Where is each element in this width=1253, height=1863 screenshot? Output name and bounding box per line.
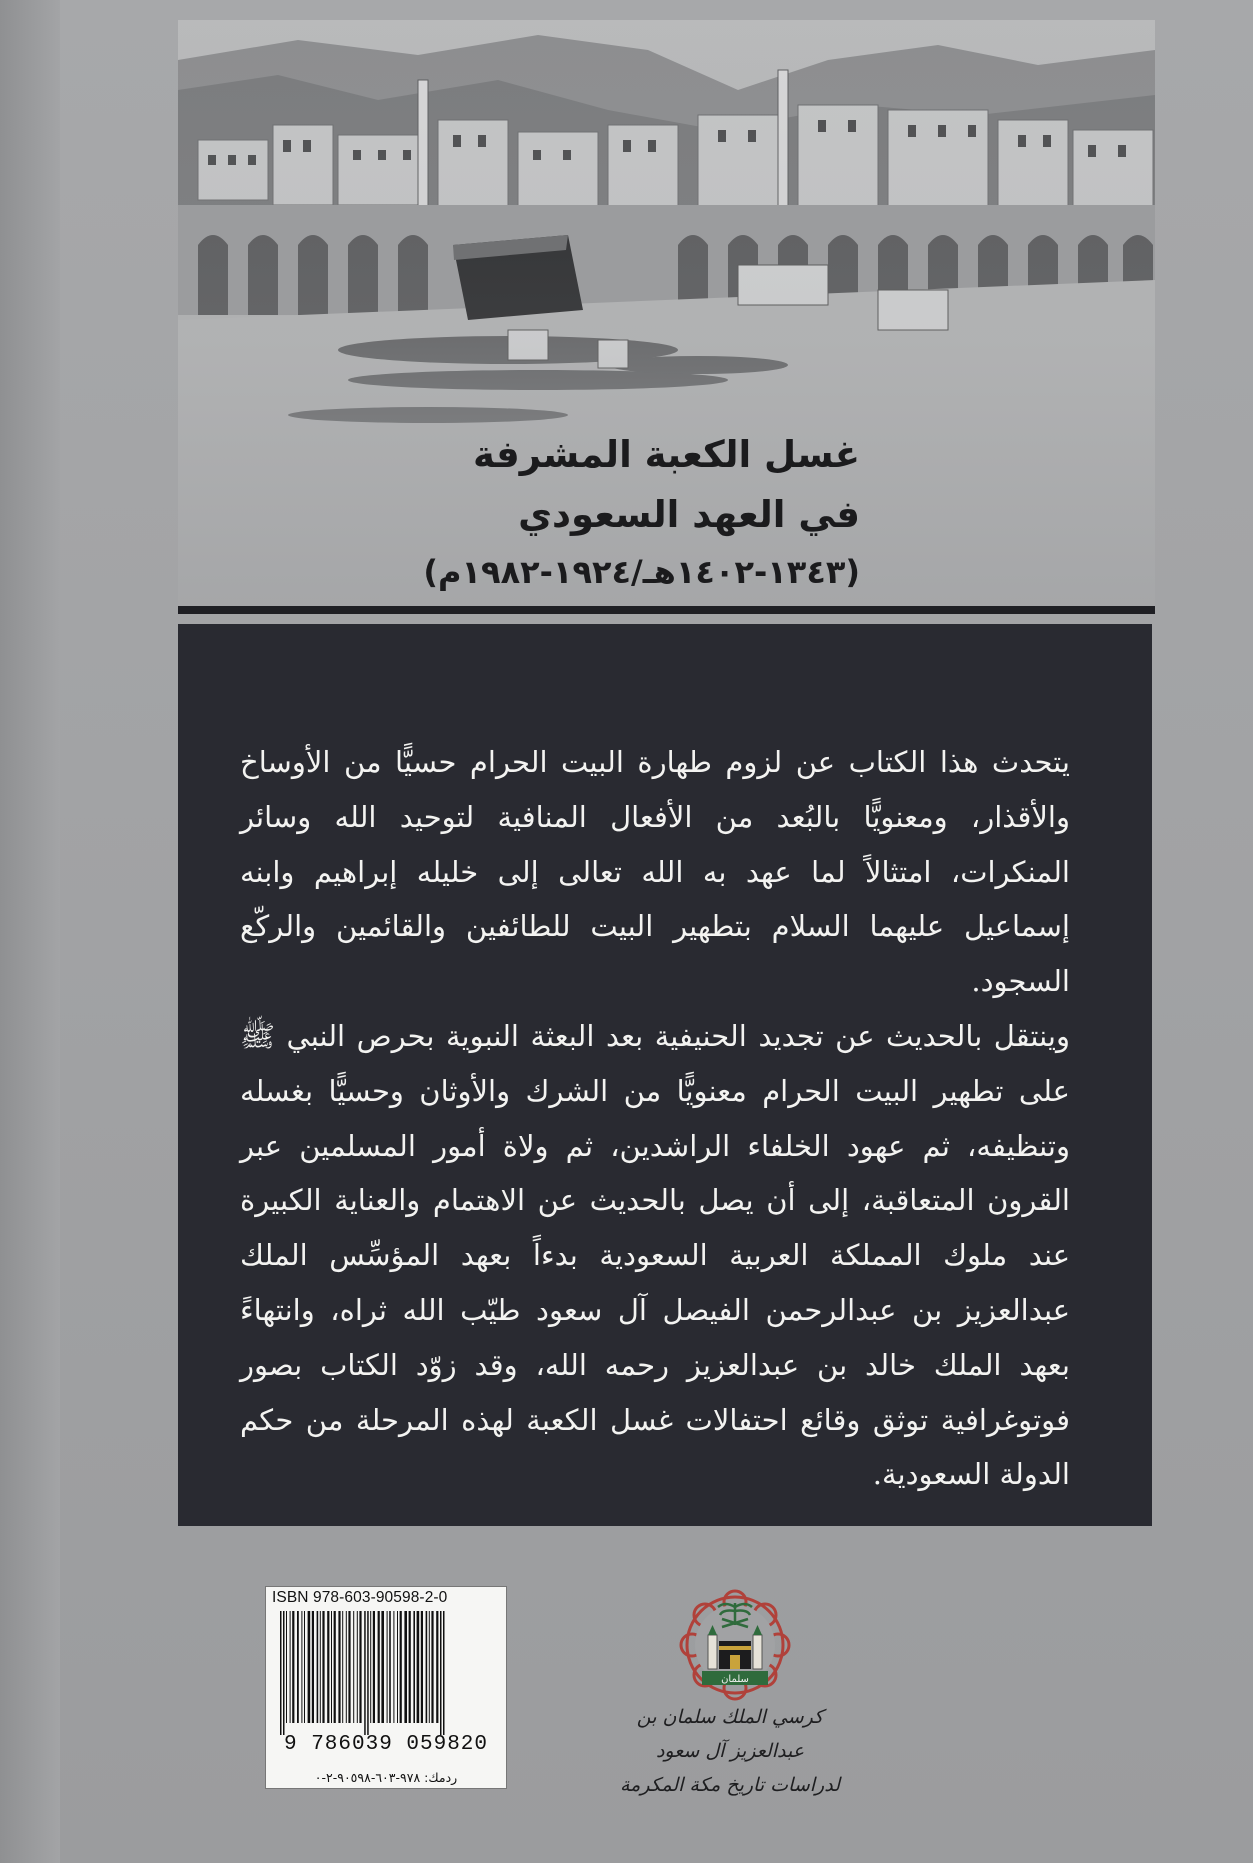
barcode-bar — [389, 1611, 391, 1723]
barcode-bar — [381, 1611, 384, 1723]
barcode-bar — [400, 1611, 402, 1723]
barcode-bar — [378, 1611, 380, 1723]
barcode-bar — [370, 1611, 371, 1723]
barcode-bar — [348, 1611, 350, 1723]
cover-spine-edge — [0, 0, 60, 1863]
barcode-bar — [364, 1611, 366, 1735]
barcode-bar — [346, 1611, 347, 1723]
barcode-bar — [353, 1611, 354, 1723]
barcode-bar — [327, 1611, 329, 1723]
barcode-bar — [286, 1611, 287, 1723]
barcode-bar — [290, 1611, 291, 1723]
barcode-bar — [426, 1611, 428, 1723]
barcode-icon — [276, 1611, 496, 1735]
publisher-name — [600, 1700, 860, 1802]
isbn-barcode — [265, 1586, 507, 1770]
barcode-bar — [436, 1611, 438, 1723]
blurb-paragraph-1: يتحدث هذا الكتاب عن لزوم طهارة البيت الحرام حسيًّا من الأوساخ والأقذار، ومعنويًّا بالبُعد من الأفعال المنافية لتوحيد الله وسائر المنكرات، امتثالاً لما عهد به الله تعالى إلى خليله إبراهيم وابنه إسماعيل عليهما السلام بتطهير البيت للطائفين والقائمين والركّع السجود. — [240, 745, 1070, 999]
barcode-bar — [317, 1611, 319, 1723]
barcode-bar — [373, 1611, 375, 1723]
barcode-bar — [409, 1611, 411, 1723]
isbn-text: ISBN 978-603-90598-2-0 — [272, 1589, 448, 1606]
barcode-bar — [304, 1611, 305, 1723]
barcode-bar — [397, 1611, 398, 1723]
barcode-bar — [440, 1611, 442, 1735]
barcode-bars — [276, 1611, 496, 1735]
publisher-emblem-icon — [650, 1585, 820, 1705]
barcode-bar — [404, 1611, 407, 1723]
title-line-2: في العهد السعودي — [518, 493, 860, 536]
barcode-bar — [342, 1611, 343, 1723]
blurb-paragraph-2: وينتقل بالحديث عن تجديد الحنيفية بعد البعثة النبوية بحرص النبي ﷺ على تطهير البيت الحرام معنويًّا من الشرك والأوثان وحسيًّا بغسله وتنظيفه، ثم عهود الخلفاء الراشدين، ثم ولاة أمور المسلمين عبر القرون المتعاقبة، إلى أن يصل بالحديث عن الاهتمام والعناية الكبيرة عند ملوك المملكة العربية السعودية بدءاً بعهد المؤسِّس الملك عبدالعزيز بن عبدالرحمن الفيصل آل سعود طيّب الله ثراه، وانتهاءً بعهد الملك خالد بن عبدالعزيز رحمه الله، وقد زوّد الكتاب بصور فوتوغرافية توثق وقائع احتفالات غسل الكعبة لهذه المرحلة من حكم الدولة السعودية. — [240, 1018, 1070, 1492]
publisher-emblem — [650, 1585, 820, 1705]
barcode-bar — [283, 1611, 285, 1735]
barcode-bar — [421, 1611, 423, 1723]
barcode-bar — [359, 1611, 361, 1723]
barcode-bar — [308, 1611, 311, 1723]
barcode-bar — [367, 1611, 369, 1735]
barcode-bar — [393, 1611, 394, 1723]
barcode-bar — [387, 1611, 388, 1723]
publisher-line-1: كرسي الملك سلمان بن عبدالعزيز آل سعود — [636, 1706, 824, 1762]
barcode-bar — [292, 1611, 294, 1723]
divider-rule — [178, 606, 1155, 614]
barcode-bar — [431, 1611, 433, 1723]
legal-deposit-number: ردمك: ٩٧٨-٦٠٣-٩٠٥٩٨-٢-٠ — [265, 1768, 507, 1789]
barcode-bar — [322, 1611, 324, 1723]
barcode-bar — [413, 1611, 415, 1723]
book-title — [400, 425, 860, 599]
barcode-bar — [357, 1611, 358, 1723]
barcode-bar — [331, 1611, 332, 1723]
book-blurb — [240, 735, 1070, 1502]
publisher-line-2: لدراسات تاريخ مكة المكرمة — [620, 1774, 840, 1796]
barcode-bar — [312, 1611, 314, 1723]
barcode-bar — [443, 1611, 445, 1735]
barcode-bar — [320, 1611, 321, 1723]
barcode-bar — [429, 1611, 430, 1723]
barcode-bar — [280, 1611, 282, 1735]
barcode-bar — [417, 1611, 420, 1723]
emblem-label: سلمان — [721, 1674, 749, 1685]
barcode-bar — [338, 1611, 340, 1723]
isbn-digits: 9 786039 059820 — [283, 1733, 489, 1756]
barcode-bar — [297, 1611, 299, 1723]
barcode-bar — [301, 1611, 302, 1723]
title-line-1: غسل الكعبة المشرفة — [473, 433, 860, 476]
barcode-bar — [334, 1611, 336, 1723]
title-dates: (١٣٤٣-١٤٠٢هـ/١٩٢٤-١٩٨٢م) — [423, 553, 860, 591]
